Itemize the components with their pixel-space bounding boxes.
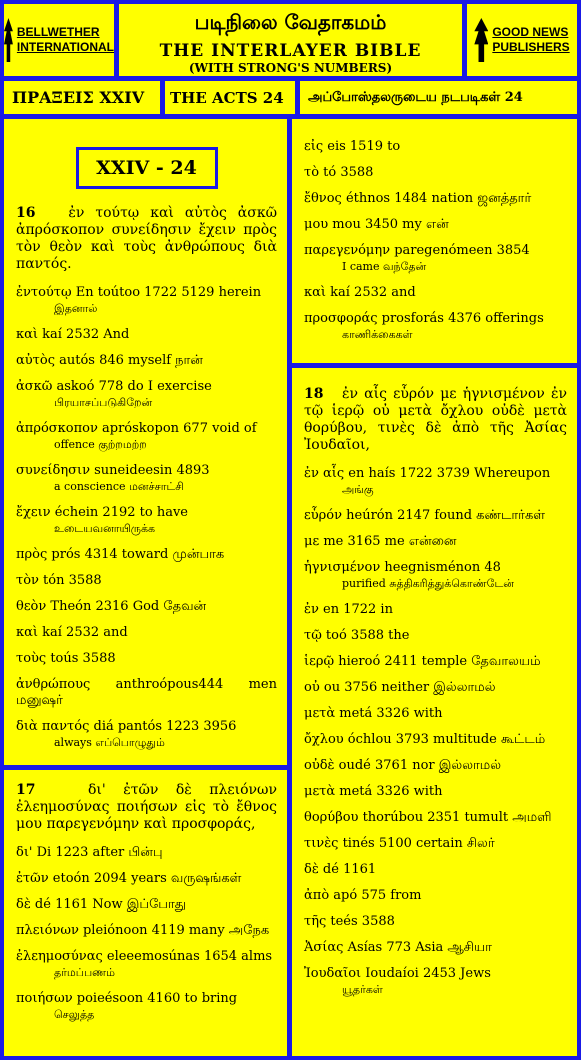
word-entry [16,845,277,861]
word-entry-gloss: always எப்பொழுதும் [54,736,165,749]
word-entry [304,706,567,722]
word-entry-line: αὐτὸς autós 846 myself நான் [16,353,203,368]
bar-english-text: THE ACTS 24 [170,88,284,107]
word-entry-line: ἀπὸ apó 575 from [304,888,422,903]
word-entry-line: ἐν αἷς en haís 1722 3739 Whereupon [304,466,551,481]
page-header [119,4,462,76]
word-entry [304,810,567,826]
word-entry [304,940,567,956]
word-entry-line: ἀνθρώπους anthroópous444 men மனுஷர் [16,677,277,708]
word-entry-line: ἐτῶν etoón 2094 years வருஷங்கள் [16,871,242,886]
word-entry-line: πλειόνων pleiónoon 4119 many அநேக [16,923,270,938]
verse-18-number: 18 [304,386,324,402]
word-entry [16,923,277,939]
word-entry-line: διὰ παντός diá pantós 1223 3956 [16,719,237,734]
word-entry [16,353,277,369]
word-entry [304,732,567,748]
word-entry [304,628,567,644]
word-entry-gloss: காணிக்கைகள் [342,328,413,341]
word-entry-line: ἔθνος éthnos 1484 nation ஜனத்தார் [304,191,532,206]
word-entry-line: τὸ tó 3588 [304,165,374,180]
word-entry-line: ἐντούτῳ En toútoo 1722 5129 herein [16,285,262,300]
word-entry [16,991,277,1023]
title-tamil: படிநிலை வேதாகமம் [194,10,387,34]
verse-16-greek: ἐν τούτῳ καὶ αὐτὸς ἀσκῶ ἀπρόσκοπον συνείδησιν ἔχειν πρὸς τὸν θεὸν καὶ τοὺς ἀνθρώπους διὰ παντός. [16,205,277,272]
word-entry-line: καὶ kaí 2532 and [304,285,416,300]
word-entry [304,888,567,904]
word-entry-line: ἐλεημοσύνας eleeemosúnas 1654 alms [16,949,273,964]
word-entry [304,165,567,181]
word-entry [304,191,567,207]
word-entry [16,651,277,667]
word-entry-line: τὸν tón 3588 [16,573,102,588]
word-entry-gloss: தர்மப்பணம் [54,966,115,979]
good-news-icon [474,18,488,62]
word-entry-gloss: இதனால் [54,302,98,315]
good-news-line1: GOOD NEWS [492,25,569,39]
word-entry [304,758,567,774]
word-entry [304,560,567,592]
verse-16-entries [16,285,277,751]
good-news-logo [467,4,577,76]
word-entry-line: θορύβου thorúbou 2351 tumult அமளி [304,810,552,825]
word-entry-line: τινὲς tinés 5100 certain சிலர் [304,836,495,851]
word-entry-line: ἔχειν échein 2192 to have [16,505,188,520]
word-entry-line: ποιήσων poieésoon 4160 to bring [16,991,238,1006]
word-entry [304,680,567,696]
word-entry-line: καὶ kaí 2532 And [16,327,130,342]
word-entry-line: ὄχλου óchlou 3793 multitude கூட்டம் [304,732,546,747]
word-entry [16,599,277,615]
word-entry-line: συνείδησιν suneideesin 4893 [16,463,210,478]
word-entry-gloss: பிரயாசப்படுகிறேன் [54,396,153,409]
word-entry [304,534,567,550]
bar-greek [4,81,160,114]
word-entry [16,547,277,563]
word-entry [16,897,277,913]
word-entry-line: δὲ dé 1161 [304,862,377,877]
word-entry-gloss: offence குற்றமற்ற [54,438,147,451]
word-entry-gloss: யூதர்கள் [342,983,383,996]
word-entry [16,327,277,343]
good-news-line2: PUBLISHERS [492,40,570,54]
word-entry [304,217,567,233]
word-entry-line: τῷ toó 3588 the [304,628,410,643]
word-entry-line: ἡγνισμένον heegnisménon 48 [304,560,501,575]
verse-18-text [304,386,567,454]
word-entry [304,602,567,618]
bellwether-icon [4,18,13,62]
word-entry [304,914,567,930]
chapter-box: XXIV - 24 [76,147,218,189]
verse-17-panel [4,770,287,1056]
verse-16-number: 16 [16,205,36,221]
word-entry [16,379,277,411]
title-subtitle: (WITH STRONG'S NUMBERS) [188,61,393,75]
bar-tamil-text: அப்போஸ்தலருடைய நடபடிகள் 24 [308,89,523,105]
verse-17-text [16,782,277,833]
word-entry [16,505,277,537]
word-entry [16,625,277,641]
word-entry-line: τοὺς toús 3588 [16,651,116,666]
bellwether-line2: INTERNATIONAL [16,40,114,54]
word-entry-line: παρεγενόμην paregenómeen 3854 [304,243,530,258]
verse-18-panel [292,368,577,1056]
word-entry [304,243,567,275]
word-entry [304,285,567,301]
word-entry-line: μετὰ metá 3326 with [304,784,443,799]
word-entry-line: θεὸν Theón 2316 God தேவன் [16,599,207,614]
word-entry-gloss: அங்கு [342,483,374,496]
title-english: THE INTERLAYER BIBLE [159,41,422,61]
word-entry [304,966,567,998]
word-entry [16,677,277,709]
word-entry-line: οὐδὲ oudé 3761 nor இல்லாமல் [304,758,502,773]
word-entry [304,654,567,670]
word-entry [304,466,567,498]
word-entry [304,836,567,852]
word-entry [304,139,567,155]
word-entry-line: με me 3165 me என்னை [304,534,457,549]
word-entry-line: Ἰουδαῖοι Ioudaíoi 2453 Jews [304,966,491,981]
word-entry-line: ἀσκῶ askoó 778 do I exercise [16,379,212,394]
word-entry-line: ἀπρόσκοπον apróskopon 677 void of [16,421,257,436]
bellwether-line1: BELLWETHER [16,25,100,39]
word-entry-line: ἐν en 1722 in [304,602,393,617]
word-entry-line: ἱερῷ hieroó 2411 temple தேவாலயம் [304,654,541,669]
word-entry-gloss: a conscience மனச்சாட்சி [54,480,184,493]
verse-18-greek: ἐν αἷς εὗρόν με ἡγνισμένον ἐν τῷ ἱερῷ οὐ μετὰ ὄχλου οὐδὲ μετὰ θορύβου, τινὲς δὲ ἀπὸ τῆς Ἀσίας Ἰουδαῖοι, [304,386,567,453]
verse-16-text [16,205,277,273]
word-entry-line: εὗρόν heúrón 2147 found கண்டார்கள் [304,508,546,523]
word-entry [16,949,277,981]
word-entry [16,719,277,751]
word-entry-line: Ἀσίας Asías 773 Asia ஆசியா [304,940,492,955]
word-entry [16,421,277,453]
word-entry-gloss: I came வந்தேன் [342,260,427,273]
word-entry [304,784,567,800]
word-entry-gloss: செலுத்த [54,1008,95,1021]
word-entry-line: μου mou 3450 my என் [304,217,449,232]
word-entry-line: πρὸς prós 4314 toward முன்பாக [16,547,225,562]
word-entry [304,862,567,878]
bar-english [165,81,295,114]
word-entry-line: καὶ kaí 2532 and [16,625,128,640]
word-entry-gloss: purified சுத்திகரித்துக்கொண்டேன் [342,577,514,590]
word-entry [16,871,277,887]
word-entry-line: δι' Di 1223 after பின்பு [16,845,163,860]
verse-17-greek: δι' ἐτῶν δὲ πλειόνων ἐλεημοσύνας ποιήσων εἰς τὸ ἔθνος μου παρεγενόμην καὶ προσφοράς, [16,782,277,832]
verse-17-cont-panel [292,119,577,363]
bar-greek-text: ΠΡΑΞΕΙΣ XXIV [12,88,145,107]
word-entry-line: εἰς eis 1519 to [304,139,401,154]
word-entry-line: μετὰ metá 3326 with [304,706,443,721]
word-entry-line: δὲ dé 1161 Now இப்போது [16,897,187,912]
word-entry [304,311,567,343]
word-entry-line: οὐ ou 3756 neither இல்லாமல் [304,680,496,695]
word-entry [304,508,567,524]
word-entry-line: προσφοράς prosforás 4376 offerings [304,311,544,326]
word-entry [16,463,277,495]
verse-16-panel [4,119,287,765]
verse-18-entries [304,466,567,998]
verse-17-number: 17 [16,782,36,798]
word-entry [16,573,277,589]
word-entry [16,285,277,317]
bar-tamil [300,81,577,114]
verse-17-entries [16,845,277,1023]
bellwether-logo [4,4,114,76]
word-entry-gloss: உடையவனாயிருக்க [54,522,156,535]
verse-17-cont-entries [304,139,567,343]
word-entry-line: τῆς teés 3588 [304,914,395,929]
